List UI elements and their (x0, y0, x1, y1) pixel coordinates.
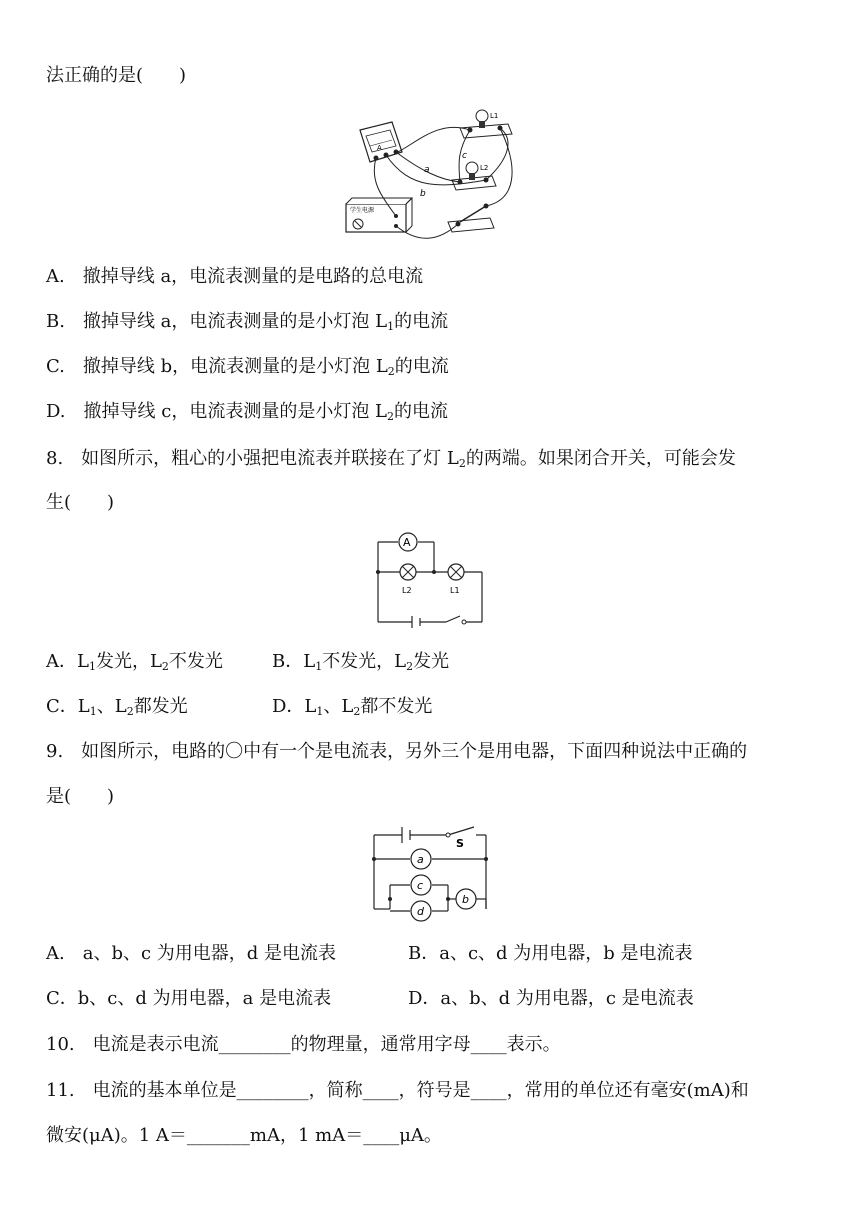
wire-c-label: c (462, 151, 467, 161)
element-b-label: b (462, 893, 469, 906)
q7-option-c: C. 撤掉导线 b，电流表测量的是小灯泡 $L_2$的电流 (46, 356, 449, 378)
q8-option-d: D．$L_1$、$L_2$都不发光 (272, 696, 433, 718)
power-supply-device (346, 198, 412, 232)
switch-device (448, 204, 494, 233)
lamp-l2-label: L2 (480, 164, 489, 172)
wire-b-label: b (420, 189, 426, 199)
q8-option-b: B．$L_1$不发光，$L_2$发光 (272, 651, 450, 673)
lamp-l1-symbol-label: L1 (450, 586, 460, 595)
q8-stem-line2: 生( ) (46, 492, 115, 513)
element-d-label: d (417, 905, 424, 918)
ammeter-device (360, 122, 402, 162)
element-d (411, 901, 431, 921)
lamp-l2-symbol (400, 564, 416, 595)
q7-option-d: D. 撤掉导线 c，电流表测量的是小灯泡 $L_2$的电流 (46, 401, 448, 423)
q7-option-a: A. 撤掉导线 a，电流表测量的是电路的总电流 (46, 266, 424, 287)
lamp-l1-label: L1 (490, 112, 499, 120)
ammeter-symbol (399, 533, 417, 551)
q8-option-a: A．$L_1$发光，$L_2$不发光 (46, 651, 223, 673)
q7-option-b: B. 撤掉导线 a，电流表测量的是小灯泡 $L_1$的电流 (46, 311, 449, 333)
q7-stem-end: 法正确的是( ) (46, 65, 187, 86)
q9-stem-line1: 9. 如图所示，电路的〇中有一个是电流表，另外三个是用电器，下面四种说法中正确的 (46, 741, 748, 762)
q9-option-c: C．b、c、d 为用电器，a 是电流表 (46, 988, 332, 1009)
element-a (411, 849, 431, 869)
element-b (456, 889, 476, 909)
q8-circuit-diagram (372, 530, 488, 630)
q9-option-a: A. a、b、c 为用电器，d 是电流表 (46, 943, 337, 964)
q8-option-c: C．$L_1$、$L_2$都发光 (46, 696, 188, 718)
wire-a-label: a (424, 165, 430, 175)
lamp-l1-symbol (448, 564, 464, 595)
q9-stem-line2: 是( ) (46, 786, 115, 807)
power-supply-label: 学生电源 (350, 207, 375, 214)
q11-stem-line1: 11. 电流的基本单位是________，简称____，符号是____，常用的单位还有毫安(mA)和 (46, 1080, 749, 1101)
switch-s-label: S (456, 837, 464, 850)
q9-option-d: D．a、b、d 为用电器，c 是电流表 (408, 988, 694, 1009)
q10-stem: 10. 电流是表示电流________的物理量，通常用字母____表示。 (46, 1034, 561, 1055)
q11-stem-line2: 微安(μA)。1 A＝_______mA，1 mA＝____μA。 (46, 1125, 442, 1146)
element-a-label: a (417, 853, 424, 866)
ammeter-label: A (377, 144, 382, 152)
lamp-l2-symbol-label: L2 (402, 586, 412, 595)
element-c (411, 875, 431, 895)
ammeter-symbol-label: A (403, 536, 411, 549)
q9-circuit-diagram (368, 825, 492, 925)
q8-stem-line1: 8. 如图所示，粗心的小强把电流表并联接在了灯 $L_2$的两端。如果闭合开关，可能会发 (46, 448, 736, 470)
q9-option-b: B．a、c、d 为用电器，b 是电流表 (408, 943, 693, 964)
element-c-label: c (417, 879, 424, 892)
q7-circuit-photo-figure (340, 100, 520, 250)
